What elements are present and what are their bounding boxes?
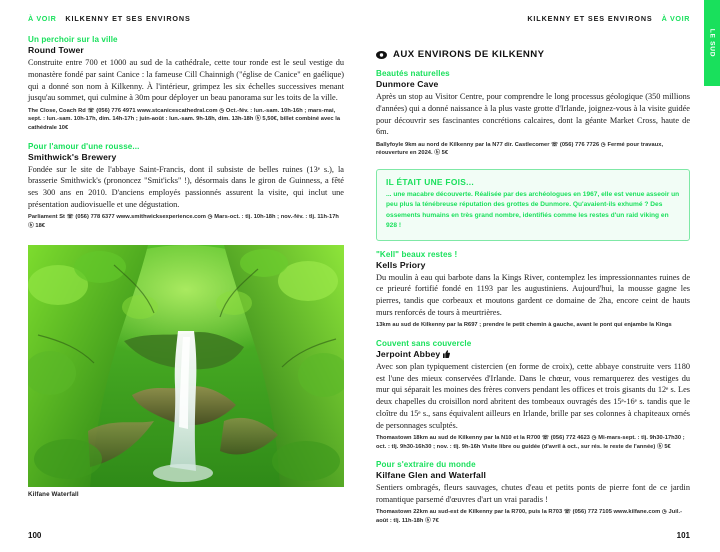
photo-caption: Kilfane Waterfall [28,490,79,498]
running-head-label: À VOIR [661,14,690,23]
entry-name: Smithwick's Brewery [28,151,117,162]
entry-name: Dunmore Cave [376,79,439,89]
entry-kicker: Couvent sans couvercle [376,338,472,348]
page-number-right: 101 [676,531,690,540]
entry-kicker: Un perchoir sur la ville [28,35,118,44]
running-head-left [28,0,344,23]
entry-practical-info: The Close, Coach Rd ☏ (056) 776 4971 www.stcanicescathedral.com ◷ Oct.-fév. : lun.-sam. 10h-16h ; mars-mai, sept. : lun.-sam. 10h-17h, dim. 14h-17h ; juin-août : lun.-sam. 9h-18h, dim. 13h-18h ⓑ 5,50€, billet combiné avec la cathédrale 10€ [28,107,341,131]
entry-practical-info: Parliament St ☏ (056) 778 6377 www.smithwicksexperience.com ◷ Mars-oct. : tlj. 10h-18h ; nov.-fév. : tlj. 11h-17h ⓑ 18€ [28,214,339,229]
eye-icon [376,51,387,59]
entry-practical-info: 13km au sud de Kilkenny par la R697 ; prendre le petit chemin à gauche, avant le pont qui enjambe la Kings [376,322,672,329]
entry-body: Avec son plan typiquement cistercien (en forme de croix), cette abbaye construite vers 1180 est l'une des mieux conservées d'Irlande. Dans le chœur, vous remarquerez des vestiges du mur qui séparait les moines des frères convers pendant les offices et trois gisants du 12ᵉ s. Les deux chapelles du croisillon nord abritent des tombeaux ouvragés des 15ᵉ-16ᵉ s. tandis que le cloître du 15ᵉ s., sans équivalent ailleurs en Irlande, brille par ses colonnes à chapiteaux ornés de personnages sculptés. [376,361,690,430]
entry-smithwicks-brewery [28,142,344,231]
entry-kicker: Beautés naturelles [376,69,450,78]
entry-body: Du moulin à eau qui barbote dans la Kings River, contemplez les impressionnantes ruines de ce prieuré fortifié fondé en 1193 par les augustiniens. Aujourd'hui, la mousse gagne les pierres, tandis que corbeaux et moutons gardent ce domaine de 2ha, encore ceint de hauts murs renforcés de tours à meurtrières. [376,272,690,317]
entry-name: Kells Priory [376,259,426,270]
right-page [360,0,720,552]
photo-figure [28,245,344,498]
entry-name: Round Tower [28,45,84,55]
entry-body: Fondée sur le site de l'abbaye Saint-Francis, dont il subsiste de belles ruines (13ᵉ s.), la brasserie Smithwick's (prononcez "Smit'icks" !), désormais dans le giron de Guinness, a fêté ses 300 ans en 2010. D'anciens employés passionnés assurent la visite, qui inclut une présentation audiovisuelle et une dégustation. [28,164,344,209]
entry-kicker: Pour s'extraire du monde [376,460,476,470]
callout-text: ... une macabre découverte. Réalisée par des archéologues en 1967, elle est venue asseoir un peu plus la ténébreuse réputation des grottes de Dunmore. Qu'avaient-ils exhumé ? Des ossements humains en très grand nombre, identifiés comme les restes d'un raid viking en 928 ! [386,190,680,230]
page-number-left: 100 [28,531,42,540]
running-head-section: KILKENNY ET SES ENVIRONS [65,14,191,23]
callout-il-etait-une-fois [376,169,690,241]
entry-practical-info: Thomastown 18km au sud de Kilkenny par la N10 et la R700 ☏ (056) 772 4623 ◷ Mi-mars-sept. : tlj. 9h30-17h30 ; oct. : tlj. 9h30-16h30 ; nov. : tlj. 9h-16h Visite libre ou guidée (d'avril à oct., sur rés. le reste de l'année) ⓑ 5€ [376,435,685,450]
entry-name: Jerpoint Abbey [376,348,441,359]
entry-round-tower [28,35,344,133]
entry-dunmore-cave [376,69,690,158]
running-head-label: À VOIR [28,14,57,23]
running-head-right [376,0,690,23]
entry-kicker: "Kell" beaux restes ! [376,249,458,259]
callout-title: IL ÉTAIT UNE FOIS... [386,176,475,187]
entry-jerpoint-abbey [376,339,690,452]
entry-body: Après un stop au Visitor Centre, pour comprendre le long processus géologique (350 millions d'années) qui a donné naissance à la plus vaste grotte d'Irlande, joignez-vous à la visite guidée pour découvrir ses fascinantes concrétions calcaires, dont la géante Market Cross, haute de 6m. [376,92,690,137]
thumbs-up-icon [443,350,450,358]
entry-body: Sentiers ombragés, fleurs sauvages, chutes d'eau et petits ponts de pierre font de ce jardin romantique parsemé d'œuvres d'art un vrai paradis ! [376,483,690,505]
entry-name: Kilfane Glen and Waterfall [376,470,487,481]
entry-name-row [376,349,690,359]
waterfall-photo [28,245,344,487]
section-heading [376,49,690,60]
entry-body: Construite entre 700 et 1000 au sud de la cathédrale, cette tour ronde est le seul vestige du monastère fondé par saint Canice : la fameuse Cill Chainnigh ("église de Canice" en gaélique) qui a donné son nom à Kilkenny. À l'intérieur, grimpez les six échelles successives menant jusqu'au sommet, qui culmine à 30m pour déployer un beau panorama sur les toits de la ville. [28,58,344,103]
side-tab-le-sud[interactable] [704,0,720,86]
entry-kicker: Pour l'amour d'une rousse... [28,141,140,151]
side-tab-label: LE SUD [708,28,716,58]
section-title: AUX ENVIRONS DE KILKENNY [393,49,545,60]
entry-kells-priory [376,250,690,330]
entry-practical-info: Ballyfoyle 9km au nord de Kilkenny par la N77 dir. Castlecomer ☏ (056) 776 7726 ◷ Fermé pour travaux, réouverture en 2024. ⓑ 5€ [376,141,664,157]
entry-kilfane-glen [376,460,690,525]
entry-practical-info: Thomastown 22km au sud-est de Kilkenny par la R700, puis la R703 ☏ (056) 772 7105 www.kilfane.com ◷ Juil.-août : tlj. 11h-18h ⓑ 7€ [376,509,683,525]
running-head-section: KILKENNY ET SES ENVIRONS [527,14,653,23]
